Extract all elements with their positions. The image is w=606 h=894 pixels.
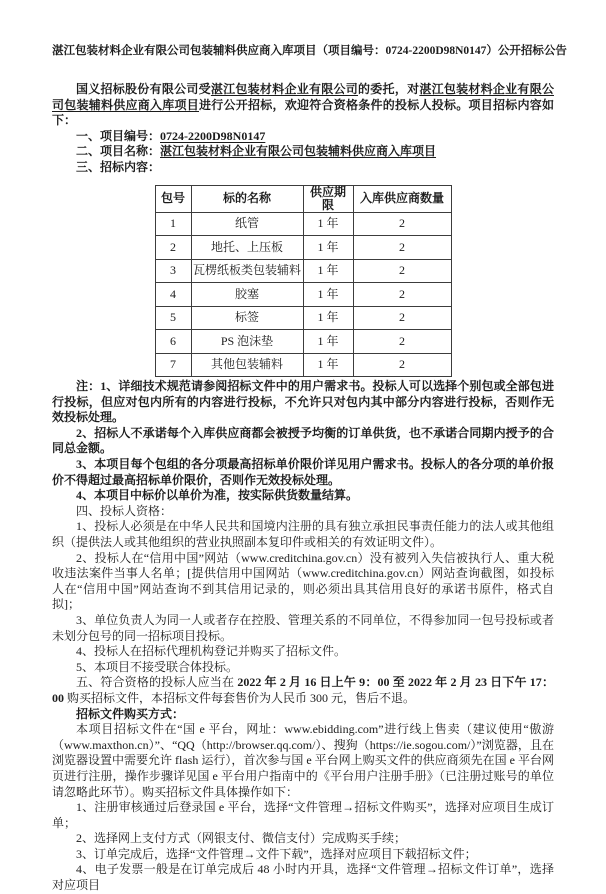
note-item-4: 4、本项目中标价以单价为准，按实际供货数量结算。 bbox=[76, 488, 359, 503]
cell-subject-name: 瓦楞纸板类包装辅料 bbox=[191, 259, 303, 283]
cell-supplier-qty: 2 bbox=[353, 283, 451, 307]
intro-mid-text: 的委托，对 bbox=[358, 82, 420, 96]
purchase-method-heading: 招标文件购买方式： bbox=[76, 706, 185, 721]
cell-subject-name: PS 泡沫垫 bbox=[191, 330, 303, 354]
cell-subject-name: 标签 bbox=[191, 306, 303, 330]
table-row bbox=[155, 236, 451, 260]
cell-supply-term: 1 年 bbox=[303, 353, 353, 377]
cell-supply-term: 1 年 bbox=[303, 212, 353, 236]
table-row bbox=[155, 306, 451, 330]
bid-content-heading: 三、招标内容： bbox=[76, 159, 161, 174]
table-row bbox=[155, 353, 451, 377]
qualification-item-5: 5、本项目不接受联合体投标。 bbox=[76, 659, 239, 674]
project-number-value: 0724-2200D98N0147 bbox=[160, 128, 266, 143]
table-row bbox=[155, 259, 451, 283]
purchase-step-1: 1、注册审核通过后登录国 e 平台，选择“文件管理→招标文件购买”，选择对应项目生成订单； bbox=[52, 800, 554, 830]
table-row bbox=[155, 330, 451, 354]
cell-supplier-qty: 2 bbox=[353, 353, 451, 377]
qualification-item-1: 1、投标人必须是在中华人民共和国境内注册的具有独立承担民事责任能力的法人或其他组织（提供法人或其他组织的营业执照副本复印件或相关的有效证明文件）。 bbox=[52, 519, 554, 549]
header-supplier-qty: 入库供应商数量 bbox=[353, 185, 451, 212]
cell-supply-term: 1 年 bbox=[303, 306, 353, 330]
deadline-post-text: 购买招标文件，本招标文件每套售价为人民币 300 元，售后不退。 bbox=[64, 690, 416, 705]
cell-supplier-qty: 2 bbox=[353, 306, 451, 330]
header-package-no: 包号 bbox=[155, 185, 191, 212]
page-title: 湛江包装材料企业有限公司包装辅料供应商入库项目（项目编号：0724-2200D98N0147）公开招标公告 bbox=[52, 45, 567, 57]
project-name-underlined: 湛江包装材料企业有限公司包装辅料供应商入库项目 bbox=[52, 82, 554, 112]
bid-packages-table bbox=[155, 185, 452, 378]
table-row bbox=[155, 212, 451, 236]
cell-package-no: 7 bbox=[155, 353, 191, 377]
header-subject-name: 标的名称 bbox=[191, 185, 303, 212]
purchase-step-3: 3、订单完成后，选择“文件管理→文件下载”，选择对应项目下载招标文件； bbox=[76, 846, 477, 861]
cell-package-no: 6 bbox=[155, 330, 191, 354]
cell-subject-name: 其他包装辅料 bbox=[191, 353, 303, 377]
cell-package-no: 2 bbox=[155, 236, 191, 260]
project-number-line bbox=[52, 129, 554, 145]
deadline-pre-text: 五、符合资格的投标人应当在 bbox=[76, 675, 238, 690]
cell-supply-term: 1 年 bbox=[303, 236, 353, 260]
cell-package-no: 4 bbox=[155, 283, 191, 307]
cell-package-no: 5 bbox=[155, 306, 191, 330]
cell-subject-name: 胶塞 bbox=[191, 283, 303, 307]
intro-pre-text: 国义招标股份有限公司受 bbox=[76, 82, 211, 96]
cell-package-no: 1 bbox=[155, 212, 191, 236]
note-item-3: 3、本项目每个包组的各分项最高招标单价限价详见用户需求书。投标人的各分项的单价报价不得超过最高招标单价限价，否则作无效投标处理。 bbox=[52, 457, 554, 487]
cell-supplier-qty: 2 bbox=[353, 212, 451, 236]
project-number-label: 一、项目编号： bbox=[76, 128, 161, 143]
cell-supplier-qty: 2 bbox=[353, 330, 451, 354]
cell-subject-name: 地托、上压板 bbox=[191, 236, 303, 260]
purchase-step-2: 2、选择网上支付方式（网银支付、微信支付）完成购买手续； bbox=[76, 831, 407, 846]
cell-supply-term: 1 年 bbox=[303, 283, 353, 307]
cell-subject-name: 纸管 bbox=[191, 212, 303, 236]
table-row bbox=[155, 283, 451, 307]
qualification-item-2: 2、投标人在“信用中国”网站（www.creditchina.gov.cn）没有被列入失信被执行人、重大税收违法案件当事人名单；[提供信用中国网站（www.creditchina.gov.cn）网站查询截图，如投标人在“信用中国”网站查询不到其信用记录的，则必须出具其信用良好的承诺书原件，格式自拟]； bbox=[52, 550, 554, 612]
cell-supply-term: 1 年 bbox=[303, 330, 353, 354]
note-item-2: 2、招标人不承诺每个入库供应商都会被授予均衡的订单供货，也不承诺合同期内授予的合同总金额。 bbox=[52, 425, 554, 456]
qualification-item-4: 4、投标人在招标代理机构登记并购买了招标文件。 bbox=[76, 644, 347, 659]
client-name-underlined: 湛江包装材料企业有限公司 bbox=[210, 82, 359, 96]
note-item-1: 注：1、详细技术规范请参阅招标文件中的用户需求书。投标人可以选择个别包或全部包进行投标，但应对包内所有的内容进行投标，不允许只对包内其中部分内容进行投标，否则作无效投标处理。 bbox=[52, 379, 554, 425]
qualification-heading: 四、投标人资格： bbox=[76, 503, 173, 518]
cell-supplier-qty: 2 bbox=[353, 259, 451, 283]
purchase-deadline-line bbox=[52, 675, 554, 706]
header-supply-term: 供应期限 bbox=[303, 185, 353, 212]
project-name-label: 二、项目名称： bbox=[76, 144, 161, 159]
purchase-step-4: 4、电子发票一般是在订单完成后 48 小时内开具，选择“文件管理→招标文件订单”，选择对应项目 bbox=[52, 862, 554, 893]
project-name-line bbox=[52, 144, 554, 160]
cell-package-no: 3 bbox=[155, 259, 191, 283]
intro-paragraph bbox=[52, 82, 554, 129]
cell-supply-term: 1 年 bbox=[303, 259, 353, 283]
intro-post-text: 进行公开招标，欢迎符合资格条件的投标人投标。项目招标内容如下： bbox=[52, 97, 554, 128]
table-header-row bbox=[155, 185, 451, 212]
qualification-item-3: 3、单位负责人为同一人或者存在控股、管理关系的不同单位，不得参加同一包号投标或者未划分包号的同一招标项目投标。 bbox=[52, 612, 554, 643]
purchase-method-paragraph: 本项目招标文件在“国 e 平台，网址：www.ebidding.com”进行线上售卖（建议使用“傲游（www.maxthon.cn）”、“QQ（http://browser.qq.com/）、搜狗（https://ie.sogou.com/）”浏览器，且在浏览器设置中需要允许 flash 运行），首次参与国 e 平台网上购买文件的供应商须先在国 e 平台网页进行注册，操作步骤详见国 e 平台用户指南中的《平台用户注册手册》（已注册过账号的单位请忽略此环节）。购买招标文件具体操作如下： bbox=[52, 722, 554, 799]
deadline-datetime: 2022 年 2 月 16 日上午 9：00 至 2022 年 2 月 23 日下午 17：00 bbox=[52, 675, 554, 705]
cell-supplier-qty: 2 bbox=[353, 236, 451, 260]
project-name-value: 湛江包装材料企业有限公司包装辅料供应商入库项目 bbox=[160, 144, 437, 159]
